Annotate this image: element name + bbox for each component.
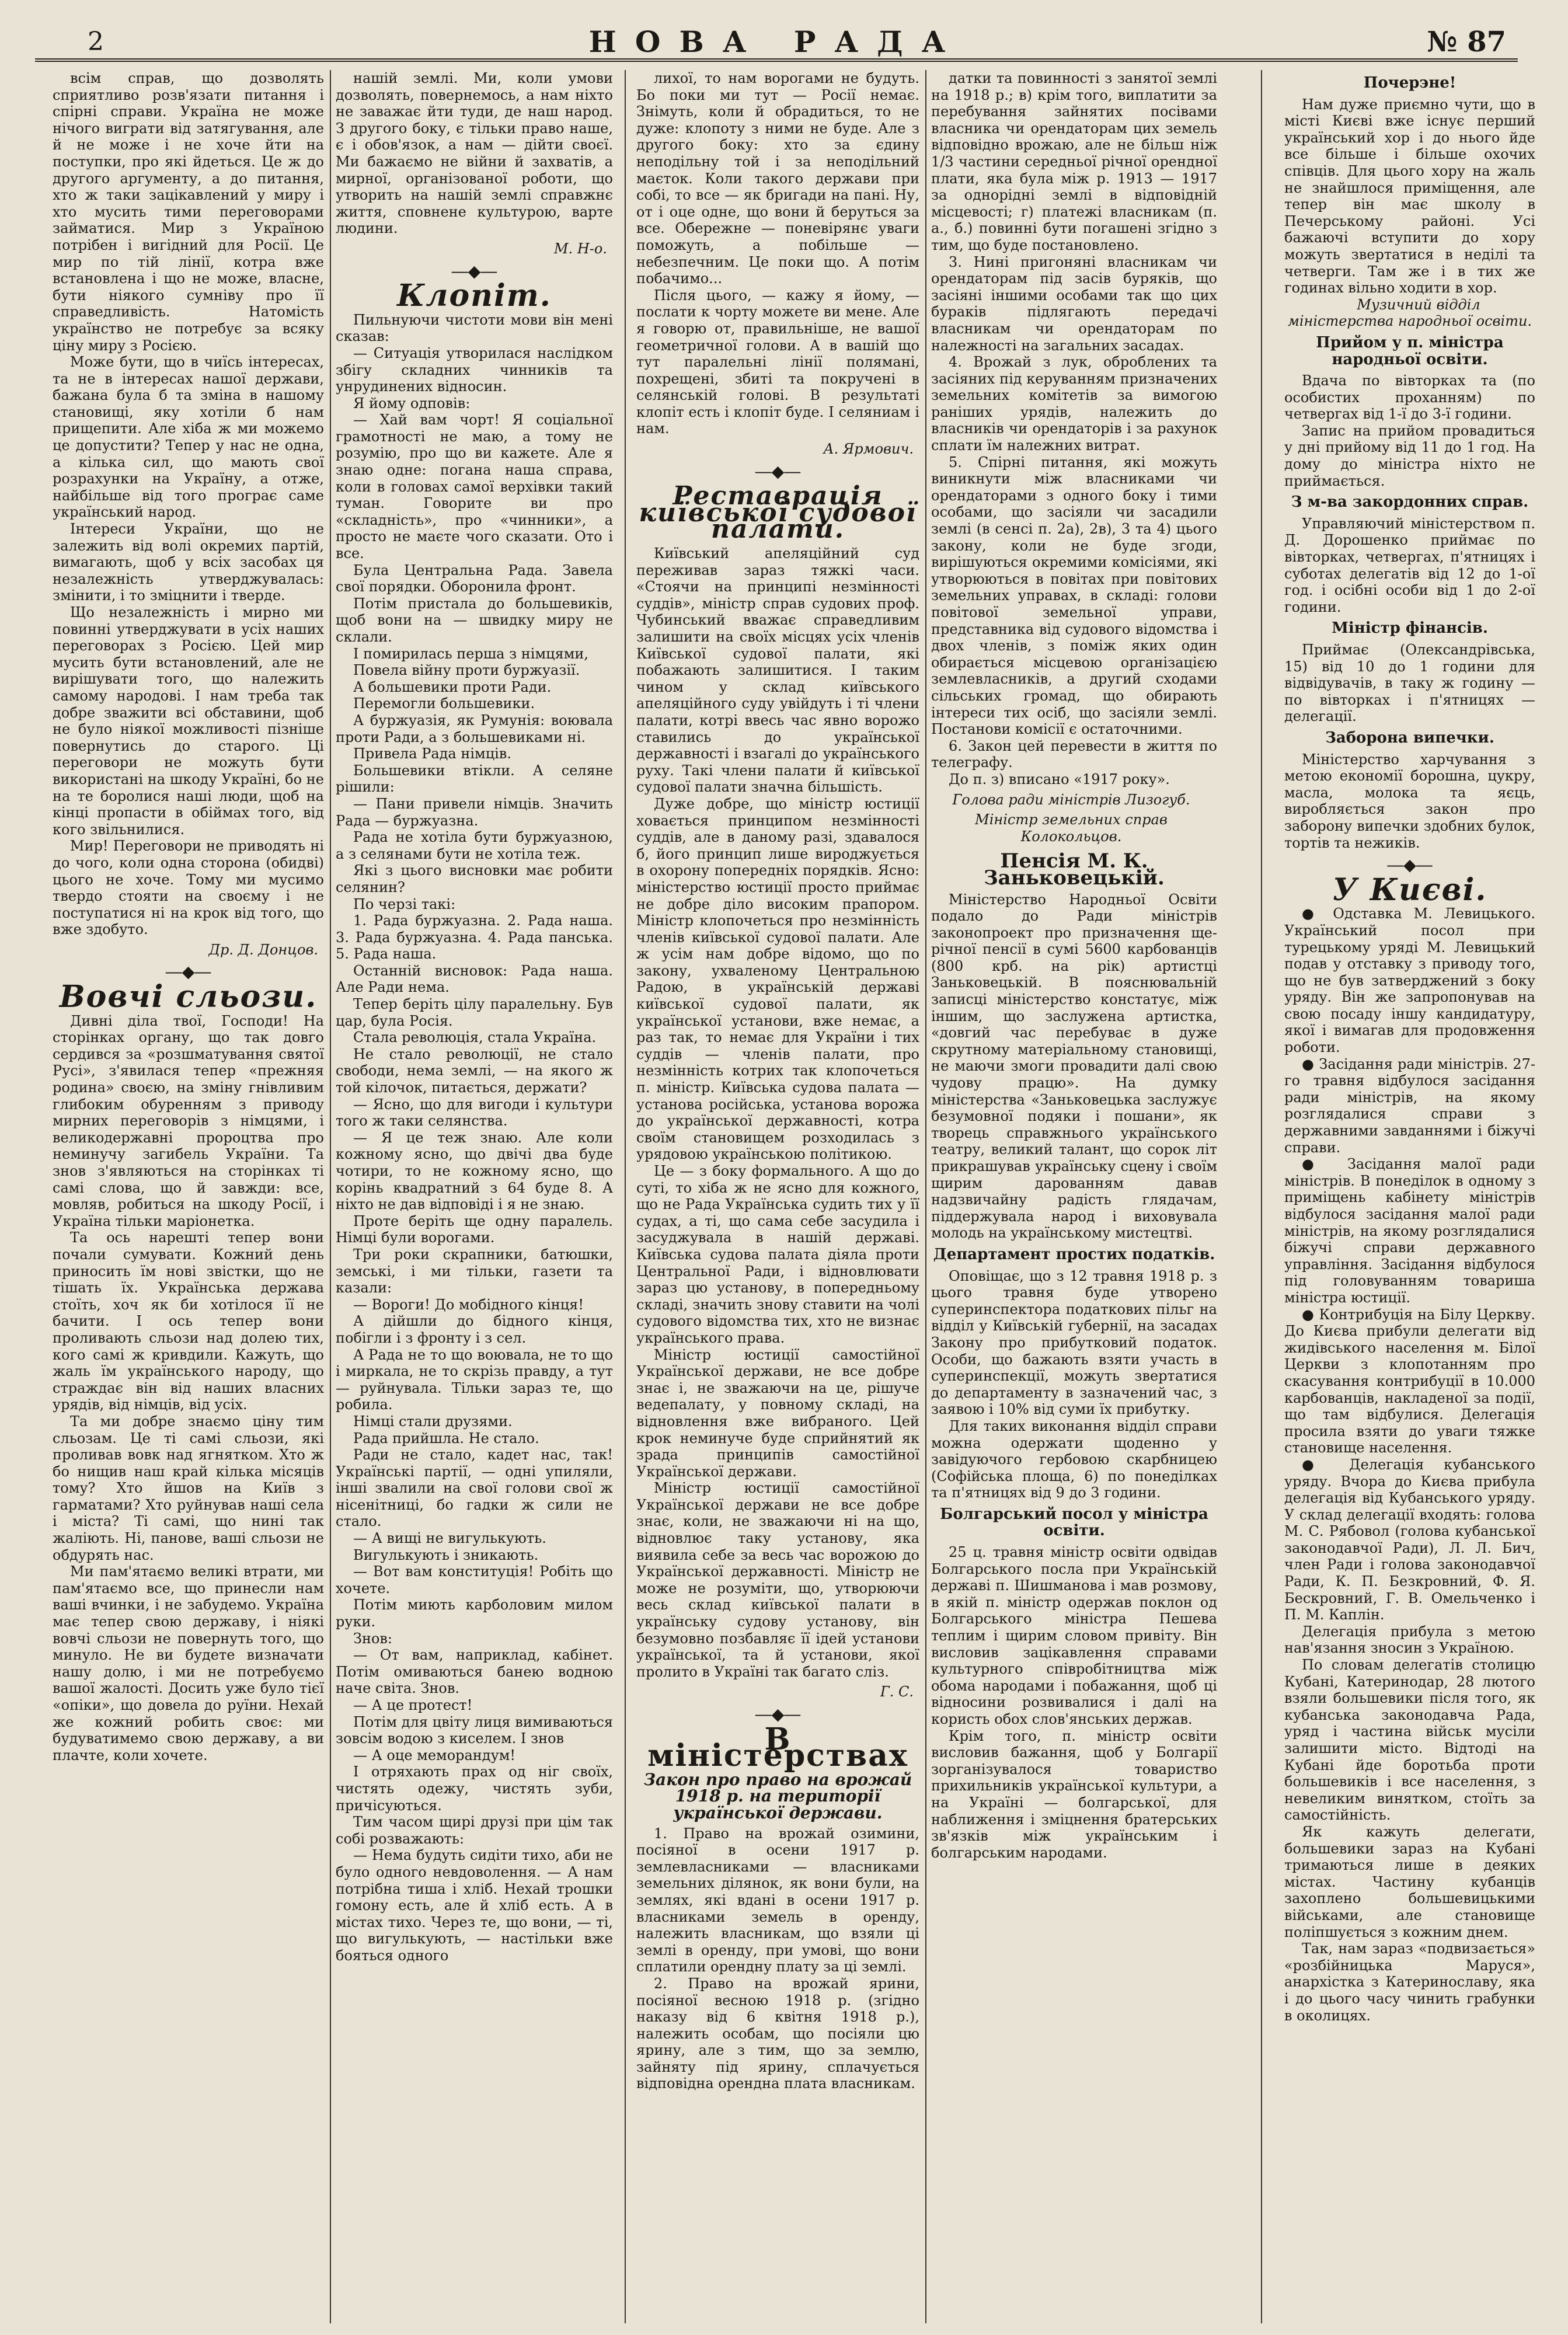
article-signature: Г. С. — [880, 1684, 914, 1700]
article-paragraph: Большевики втікли. А селяне рішили: — [336, 762, 613, 796]
article-paragraph: — Нема будуть сидіти тихо, аби не було одного невдоволення. — А нам потрібна тиша і хліб. Нехай трошки гомону есть, але й хліб есть. А в містах тихо. Через те, що вони, — ті, що вигулькують, — настільки вже бояться одного — [336, 1847, 613, 1964]
article-paragraph: Що незалежність і мирно ми повинні утверджувати в усіх наших переговорах з Росією. Цей мир мусить бути встановлений, але не вирішувати того, що належить самому народові. І нам треба так добре зважити всі обставини, щоб не було ніякої можливості пізніше повернутись до старого. Ці переговори не можуть бути використані на шкоду Україні, бо не на те боролися наші люди, щоб на кінці пропасти в обіймах того, від кого звільнилися. — [53, 604, 324, 838]
article-paragraph: А дійшли до бідного кінця, побігли і з фронту і з сел. — [336, 1313, 613, 1346]
article-paragraph: Міністр юстиції самостійної Української держави, не все добре знає і, не зважаючи на це, рішуче ведепалату, у повному складі, на відновлення вже вибраного. Цей крок неминуче буде сприйнятий як зрада принципів самостійної Української держави. — [636, 1346, 919, 1480]
article-paragraph: Була Центральна Рада. Завела свої порядки. Оборонила фронт. — [336, 562, 613, 595]
article-paragraph: 3. Нині пригоняні власникам чи орендаторам під засів буряків, що засіяні іншими особами так що цих бураків підлягають передачі власникам чи орендаторам по належності на загальних засадах. — [931, 253, 1217, 354]
article-paragraph: нашій землі. Ми, коли умови дозволять, повернемось, а нам ніхто не заважає йти туди, де наш народ. З другого боку, є тільки право наше, є і обов'язок, а нам — дійти своєї. Ми бажаємо не війни й захватів, а мирної, організованої роботи, що утворить на нашій землі справжнє життя, сповнене культурою, варте людини. — [336, 70, 613, 237]
column-divider — [1261, 70, 1262, 2323]
article-paragraph: — Хай вам чорт! Я соціальної грамотності не маю, а тому не розумію, про що ви кажете. Але я знаю одне: погана наша справа, коли в головах самої верхівки такий туман. Говорите ви про «складність», про «чинники», а просто не маєте чого сказати. Ото і все. — [336, 412, 613, 562]
article-paragraph: По словам делегатів столицю Кубані, Катеринодар, 28 лютого взяли большевики після того, як кубанська законодавча Рада, уряд і частина військ мусіли залишити місто. Відтоді на Кубані йде боротьба проти большевиків і все населення, з невеликим винятком, стоїть за самостійність. — [1284, 1657, 1535, 1824]
article-paragraph: Ми пам'ятаємо великі втрати, ми пам'ятаємо все, що принесли нам ваші вчинки, і не забудемо. Україна має тепер свою державу, і ніякі вовчі сльози не повернуть того, що минуло. Не ви будете визначати нашу долю, і ми не потребуємо вашої жалості. Досить уже було тієї «опіки», що довела до руїни. Нехай же кожний робить своє: ми будуватимемо свою державу, а ви плачте, коли хочете. — [53, 1563, 324, 1764]
article-paragraph: ● Засідання ради міністрів. 27-го травня відбулося засідання ради міністрів, на якому розглядалися справи з державними завданнями і біжучі справи. — [1284, 1055, 1535, 1156]
article-paragraph: Німці стали друзями. — [353, 1413, 513, 1430]
ornament-divider: ―◆― — [755, 1705, 801, 1724]
column-5 — [1284, 70, 1535, 2323]
article-headline: Закон про право на врожай 1918 р. на території української держави. — [643, 1769, 912, 1822]
article-paragraph: 25 ц. травня міністр освіти одвідав Болгарського посла при Українській державі п. Шишманова і мав розмову, в якій п. міністр одержав поклон од Болгарського міністра Пешева теплим і щирим словом привіту. Він висловив зацікавлення справами культурного співробітництва між обома народами і побажання, щоб ці відносини розвивалися і далі на користь обох слов'янських держав. — [931, 1544, 1217, 1727]
article-signature: А. Ярмович. — [823, 441, 914, 458]
article-paragraph: Це — з боку формального. А що до суті, то хіба ж не ясно для кожного, що не Рада Українська судить тих у її судах, а ті, що сама себе засудила і засуджувала в нашій державі. Київська судова палата діяла проти Центральної Ради, і відновлювати зараз цю установу, в попередньому складі, значить знову ставити на чолі судового відомства тих, хто не визнає українського права. — [636, 1163, 919, 1346]
article-headline: Реставрація київської судової палати. — [639, 481, 917, 545]
article-paragraph: Та ось нарешті тепер вони почали сумувати. Кожний день приносить їм нові звістки, що не тішать їх. Українська держава стоїть, хоч як би хотілося її не бачити. І ось тепер вони проливають сльози над долею тих, кого самі ж кривдили. Кажуть, що жаль їм українського народу, що страждає він від наших власних урядів, від німців, від усіх. — [53, 1229, 324, 1413]
article-paragraph: 1. Право на врожай озимини, посіяної в осени 1917 р. землевласниками — власниками земельних ділянок, як вони були, на землях, які вдані в осени 1917 р. власниками земель в оренду, належить власникам, що взяли ці землі в оренду, при умові, що вони сплатили орендну плату за ці землі. — [636, 1825, 919, 1975]
article-paragraph: А Рада не то що воювала, не то що і миркала, не то скрізь правду, а тут — руйнувала. Тільки зараз те, що робила. — [336, 1346, 613, 1413]
article-paragraph: Вдача по вівторках та (по особистих проханням) по четвергах від 1-ї до 3-ї години. — [1284, 372, 1535, 423]
article-paragraph: Крім того, п. міністр освіти висловив бажання, щоб у Болгарії зорганізувалося товариство прихильників української культури, а на Україні — болгарської, для наближення і зміцнення братерських зв'язків між українським і болгарським народами. — [931, 1727, 1217, 1861]
article-paragraph: Тим часом щирі друзі при цім так собі розважають: — [336, 1814, 613, 1847]
article-headline: Пенсія М. К. Заньковецькій. — [984, 849, 1165, 890]
article-paragraph: — А вищі не вигулькують. — [353, 1530, 546, 1547]
ornament-divider: ―◆― — [165, 962, 211, 982]
article-paragraph: Запис на прийом провадиться у дні прийому від 11 до 1 год. На дому до міністра ніхто не приймається. — [1284, 422, 1535, 489]
article-paragraph: Потім пристала до большевиків, щоб вони на — швидку миру не склали. — [336, 595, 613, 645]
article-headline: Вовчі сльози. — [59, 979, 318, 1015]
verse-line: Повела війну проти буржуазії. — [353, 662, 580, 679]
article-headline: Міністр фінансів. — [1332, 619, 1488, 637]
article-paragraph: Та ми добре знаємо ціну тим сльозам. Це ті самі сльози, які проливав вовк над ягнятком. Хто ж бо нищив наш край кілька місяців тому? Хто йшов на Київ з гарматами? Хто руйнував наші села і міста? Ті самі, що нині так жаліють. Ні, панове, ваші сльози не обдурять нас. — [53, 1413, 324, 1563]
article-paragraph: Міністр юстиції самостійної Української держави не все добре знає, коли, не зважаючи ні на що, відновлює таку установу, яка виявила себе за весь час ворожою до Української державності. Міністр не може не розуміти, що, утворюючи весь склад київської палати в українську судову установу, він безумовно позбавляє її ідей установи української, та й установи, якої пролито в Україні так багато сліз. — [636, 1480, 919, 1680]
article-paragraph: 1. Рада буржуазна. 2. Рада наша. 3. Рада буржуазна. 4. Рада панська. 5. Рада наша. — [336, 912, 613, 963]
article-paragraph: Привела Рада німців. — [353, 745, 511, 762]
masthead — [35, 12, 1518, 62]
issue-number: № 87 — [1427, 26, 1506, 58]
article-paragraph: ● Делегація кубанського уряду. Вчора до Києва прибула делегація від Кубанського уряду. У склад делегації входять: голова М. С. Рябовол (голова кубанської законодавчої Ради), Л. Л. Бич, член Ради і голова законодавчої Ради, К. П. Безкровний, Ф. Я. Бескровний, Г. В. Омельченко і П. М. Каплін. — [1284, 1456, 1535, 1623]
article-signature: Др. Д. Донцов. — [208, 941, 318, 958]
article-headline: Клопіт. — [397, 278, 552, 314]
ornament-divider: ―◆― — [755, 461, 801, 481]
newspaper-title: НОВА РАДА — [588, 25, 964, 59]
article-paragraph: Потім для цвіту лиця вимиваються зовсім водою з киселем. І знов — [336, 1713, 613, 1747]
article-paragraph: Інтереси України, що не залежить від волі окремих партій, вимагають, щоб у всіх засобах ця незалежність утверджувалась: змінити, і то зміцнити і тверде. — [53, 521, 324, 604]
article-paragraph: Міністерство харчування з метою економії борошна, цукру, масла, молока та яєць, виробляється закон про заборону випечки здобних булок, тортів та нежиків. — [1284, 751, 1535, 851]
column-4 — [931, 70, 1217, 2323]
article-paragraph: Мир! Переговори не приводять ні до чого, коли одна сторона (обидві) цього не хоче. Тому ми мусимо твердо стояти на своєму і не поступатися ні на крок від того, що вже здобуто. — [53, 838, 324, 938]
article-paragraph: А буржуазія, як Румунія: воювала проти Ради, а з большевиками ні. — [336, 712, 613, 745]
article-paragraph: До п. з) вписано «1917 року». — [949, 771, 1170, 787]
column-2 — [336, 70, 613, 2323]
article-paragraph: — Пани привели німців. Значить Рада — буржуазна. — [336, 795, 613, 829]
article-headline: Департамент простих податків. — [933, 1245, 1215, 1263]
section-headline: У Києві. — [1332, 872, 1487, 908]
ornament-divider: ―◆― — [451, 261, 497, 281]
article-paragraph: — От вам, наприклад, кабінет. Потім омиваються банею водною наче світа. Знов. — [336, 1647, 613, 1697]
article-headline: Болгарський посол у міністра освіти. — [940, 1505, 1208, 1540]
article-paragraph: 2. Право на врожай ярини, посіяної весною 1918 р. (згідно наказу від 6 квітня 1918 р.), належить особам, що посіяли цю ярину, але з тим, що за землю, зайняту під ярину, сплачується відповідна орендна плата власникам. — [636, 1975, 919, 2092]
page-number: 2 — [88, 27, 104, 57]
article-paragraph: Приймає (Олександрівська, 15) від 10 до 1 години для відвідувачів, в таку ж годину — по вівторках і п'ятницях — делегації. — [1284, 642, 1535, 725]
article-paragraph: Дуже добре, що міністр юстиції ховається принципом незмінності суддів, але в даному разі, здавалося б, його принцип лише вироджується в охорону попередніх порядків. Ясно: міністерство юстиції просто приймає не добре діло високим прапором. Міністр клопочеться про незмінність членів київської судової палати. Але ж усім нам добре відомо, що по закону, ухваленому Центральною Радою, в українській державі київської судової палати, як української установи, вже немає, а раз так, то немає для України і тих суддів — членів палати, про незмінність котрих так клопочеться п. міністр. Київська судова палата — установа російська, установа ворожа до української державності, котра своїм становищем розходилась з урядовою українською політикою. — [636, 795, 919, 1163]
article-paragraph: Нам дуже приємно чути, що в місті Києві вже існує перший український хор і до нього йде все більше і більше охочих співців. Для цього хору на жаль не знайшлося приміщення, але тепер він має школу в Печерському районі. Усі бажаючі вступити до хору можуть звертатися в неділі та четверги. Там же і в тих же годинах вільно ходити в хор. — [1284, 96, 1535, 297]
article-signature: М. Н-о. — [554, 240, 607, 257]
article-paragraph: Тепер беріть цілу паралельну. Був цар, була Росія. — [336, 996, 613, 1029]
ornament-divider: ―◆― — [1387, 855, 1433, 875]
article-paragraph: — Я це теж знаю. Але коли кожному ясно, що двічі два буде чотири, то не кожному ясно, що корінь квадратний з 64 буде 8. А ніхто не дав відповіді і я не знаю. — [336, 1129, 613, 1213]
article-headline: З м-ва закордонних справ. — [1291, 493, 1529, 511]
article-paragraph: — Вороги! До мобідного кінця! — [353, 1296, 584, 1313]
article-paragraph: ● Контрибуція на Білу Церкву. До Києва прибули делегати від жидівського населення м. Білої Церкви з клопотанням про скасування контрибуції в 10.000 карбованців, накладеної за події, що там відбулися. Делегація просила взяти до уваги тяжке становище населення. — [1284, 1306, 1535, 1456]
column-divider — [925, 70, 926, 2323]
article-paragraph: датки та повинності з занятої землі на 1918 р.; в) крім того, виплатити за перебування зайнятих посівами власника чи орендаторам цих земель відповідно врожаю, але не більш ніж 1/3 частини середньої річної орендної плати, яка була між р. 1913 — 1917 за однорідні землі в відповідній місцевості; г) платежі власникам (п. а., б.) повинні бути погашені згідно з тим, що буде постановлено. — [931, 70, 1217, 253]
article-paragraph: По черзі такі: — [353, 895, 456, 912]
article-paragraph: ● Засідання малої ради міністрів. В понеділок в одному з приміщень кабінету міністрів відбулося засідання малої ради міністрів, на якому розглядалися біжучі справи державного управління. Засідання відбулося під головуванням товариша міністра юстиції. — [1284, 1156, 1535, 1306]
article-paragraph: Міністерство Народньої Освіти подало до Ради міністрів законопроект про призначення ще-річної пенсії в сумі 5600 карбованців (800 крб. на рік) артистці Заньковецькій. В пояснювальній записці міністерство констатує, між іншим, що заслужена артистка, «довгий час перебуває в дуже скрутному матеріальному становищі, не маючи змоги провадити далі свою чудову працю». На думку міністерства «Заньковецька заслужує безумовної подяки і пошани», як творець справжнього українського театру, великий талант, що сорок літ прикрашував українську сцену і своїм щирим дарованням давав надзвичайну радість глядачам, піддержувала народ і виховувала молодь на українському мистецтві. — [931, 891, 1217, 1242]
article-signature: Голова ради міністрів Лизогуб. — [952, 791, 1190, 808]
article-signature: Музичний відділ міністерства народньої освіти. — [1287, 296, 1532, 330]
article-paragraph: Стала революція, стала Україна. — [353, 1029, 597, 1046]
article-paragraph: 5. Спірні питання, які можуть виникнути між власниками чи орендаторами з одного боку і тими особами, що засіяли чи засадили землі (в сенсі п. 2а), 2в), 3 та 4) цього закону, коли не буде згоди, вирішуються окремими комісіями, які утворюються в повітах при повітових земельних управах, в складі: голови повітової земельної управи, представника від судового відомства і двох членів, з поміж яких один обирається місцевою організацією землевласників, а другий сходами сільських громад, що обирають інтереси тих осіб, що засіяли землі. Постанови комісії є остаточними. — [931, 454, 1217, 738]
article-paragraph: Оповіщає, що з 12 травня 1918 р. з цього травня буде утворено суперинспектора податкових пільг на відділ у Київській губернії, на засадах Закону про прибутковий податок. Особи, що бажають взяти участь в суперинспекції, можуть звертатися до департаменту в зазначений час, з заявою і 10% від суми їх прибутку. — [931, 1267, 1217, 1418]
article-paragraph: всім справ, що дозволять сприятливо розв'язати питання і спірні справи. Україна не може нічого виграти від затягування, але й не може і не хоче йти на поступки, про які йдеться. Це ж до другого аргументу, а до питання, хто ж таки зацікавлений у миру і хто мусить тими переговорами займатися. Мир з Україною потрібен і вигідний для Росії. Це мир по тій лінії, котра вже встановлена і що не може, власне, бути ніякого сумніву про її справедливість. Натомість українство не потребує за всяку ціну миру з Росією. — [53, 70, 324, 354]
verse-line: А большевики проти Ради. — [353, 678, 552, 695]
article-headline: Прийом у п. міністра народньої освіти. — [1316, 333, 1504, 368]
article-paragraph: Рада прийшла. Не стало. — [353, 1430, 539, 1447]
article-paragraph: 6. Закон цей перевести в життя по телеграфу. — [931, 737, 1217, 771]
section-headline: В міністерствах — [647, 1721, 908, 1774]
article-paragraph: Дивні діла твої, Господи! На сторінках органу, що так довго сердився за «розшматування святої Русі», з'явилася тепер «прежняя родина» своєю, на зміну гнівливим глибоким обуренням з приводу мирних переговорів з німцями, і великодержавні пророцтва про неминучу загибель України. Та знов з'являються на сторінках ті самі слова, що й завжди: все, мовляв, робиться на шкоду Росії, і Україна тільки маріонетка. — [53, 1012, 324, 1229]
article-paragraph: Не стало революції, не стало свободи, нема землі, — на якого ж той кілочок, питається, держати? — [336, 1045, 613, 1096]
article-paragraph: Вигулькують і зникають. — [353, 1546, 539, 1563]
article-paragraph: — А це протест! — [353, 1697, 473, 1713]
column-divider — [625, 70, 626, 2323]
article-paragraph: лихої, то нам ворогами не будуть. Бо поки ми тут — Росії немає. Знімуть, коли й обрадиться, то не дуже: клопоту з ними не буде. Але з другого боку: хто за єдину неподільну той і за неподільний маєток. Коли такого держави при собі, то все — як бригади на пані. Ну, от і оце одне, що вони й беруться за все. Обережне — поневірянє уваги поможуть, а побільше — небезпечним. Це поки що. А потім побачимо... — [636, 70, 919, 287]
article-paragraph: — А оце меморандум! — [353, 1747, 516, 1764]
article-paragraph: Потім миють карболовим милом руки. — [336, 1597, 613, 1630]
article-paragraph: Управляючий міністерством п. Д. Дорошенко приймає по вівторках, четвергах, п'ятницях і суботах делегатів від 12 до 1-ої год. і осібні особи від 1 до 2-ої години. — [1284, 515, 1535, 615]
article-paragraph: 4. Врожай з лук, оброблених та засіяних під керуванням призначених земельних комітетів за вимогою раніших урядів, належить до власників чи орендаторів і за рахунок сплати їм належних витрат. — [931, 354, 1217, 454]
article-paragraph: Останній висновок: Рада наша. Але Ради нема. — [336, 962, 613, 996]
article-paragraph: — Ситуація утворилася наслідком збігу складних чинників та унрудинених відносин. — [336, 344, 613, 395]
article-paragraph: Три роки скрапники, батюшки, земські, і ми тільки, газети та казали: — [336, 1246, 613, 1297]
column-3 — [636, 70, 919, 2323]
article-paragraph: Київський апеляційний суд переживав зараз тяжкі часи. «Стоячи на принципі незмінності суддів», міністр справ судових проф. Чубинський вважає справедливим залишити на своїх місцях усіх членів Київської судової палати, які побажають залишитися. І таким чином у склад київського апеляційного суду увійдуть і ті члени палати, котрі ввесь час явно ворожо ставились до української державності і взагалі до українського руху. Такі члени палати й київської судової палати значна більшість. — [636, 545, 919, 796]
article-headline: Заборона випечки. — [1325, 729, 1494, 747]
article-paragraph: Пильнуючи чистоти мови він мені сказав: — [336, 311, 613, 345]
article-paragraph: Проте беріть ще одну паралель. Німці були ворогами. — [336, 1212, 613, 1246]
article-paragraph: Рада не хотіла бути буржуазною, а з селянами бути не хотіла теж. — [336, 829, 613, 862]
article-headline: Почерэне! — [1363, 74, 1457, 92]
article-paragraph: Може бути, що в чиїсь інтересах, та не в інтересах нашої держави, бажана була б та зміна в нашому становищі, яку хотіли б нам прищепити. Але хіба ж ми можемо це допустити? Тепер у нас не одна, а кілька сил, що мають свої розрахунки на Україну, а отже, найбільше від того програє саме український народ. — [53, 354, 324, 521]
column-1 — [53, 70, 324, 2323]
article-paragraph: Так, нам зараз «подвизається» «розбійницька Маруся», анархістка з Катеринославу, яка і до цього часу чинить грабунки в околицях. — [1284, 1940, 1535, 2024]
verse-line: І помирилась перша з німцями, — [353, 645, 589, 662]
article-paragraph: Які з цього висновки має робити селянин? — [336, 862, 613, 895]
article-paragraph: Для таких виконання відділ справи можна одержати щоденно у завідуючого гербовою скарбницею (Софійська площа, 6) по понеділках та п'ятницях від 9 до 3 години. — [931, 1417, 1217, 1501]
article-paragraph: ● Одставка М. Левицького. Український посол при турецькому уряді М. Левицький подав у отставку з приводу того, що не був затверджений з боку уряду. Він же запропонував на свою посаду іншу кандидатуру, якої і вимагав для продовження роботи. — [1284, 905, 1535, 1056]
article-paragraph: Після цього, — кажу я йому, — послати к чорту можете ви мене. Але я говорю от, правильніше, не вашої геометричної голови. А в вашій що тут паралельні лінії полямані, похрещені, збиті та покручені в селянській голові. В результаті клопіт есть і клопіт буде. І селяниам і нам. — [636, 287, 919, 437]
column-divider — [330, 70, 331, 2323]
article-paragraph: Ради не стало, кадет нас, так! Українські партії, — одні упиляли, інші звалили на свої голови свої ж нісенітниці, бо гадки ж сили не стало. — [336, 1447, 613, 1530]
article-paragraph: Знов: — [353, 1630, 392, 1647]
article-paragraph: Як кажуть делегати, большевики зараз на Кубані тримаються лише в деяких містах. Частину кубанців захоплено большевицькими військами, але становище поліпшується з кожним днем. — [1284, 1823, 1535, 1940]
article-signature: Міністр земельних справ Колокольцов. — [975, 811, 1168, 845]
article-paragraph: Делегація прибула з метою нав'язання зносин з Україною. — [1284, 1623, 1535, 1657]
article-paragraph: Я йому одповів: — [353, 395, 471, 412]
article-paragraph: — Ясно, що для вигоди і культури того ж таки селянства. — [336, 1096, 613, 1130]
article-paragraph: — Вот вам конституція! Робіть що хочете. — [336, 1563, 613, 1597]
article-paragraph: І отряхають прах од ніг своїх, чистять одежу, чистять зуби, причісуються. — [336, 1764, 613, 1814]
verse-line: Перемогли большевики. — [353, 695, 535, 712]
